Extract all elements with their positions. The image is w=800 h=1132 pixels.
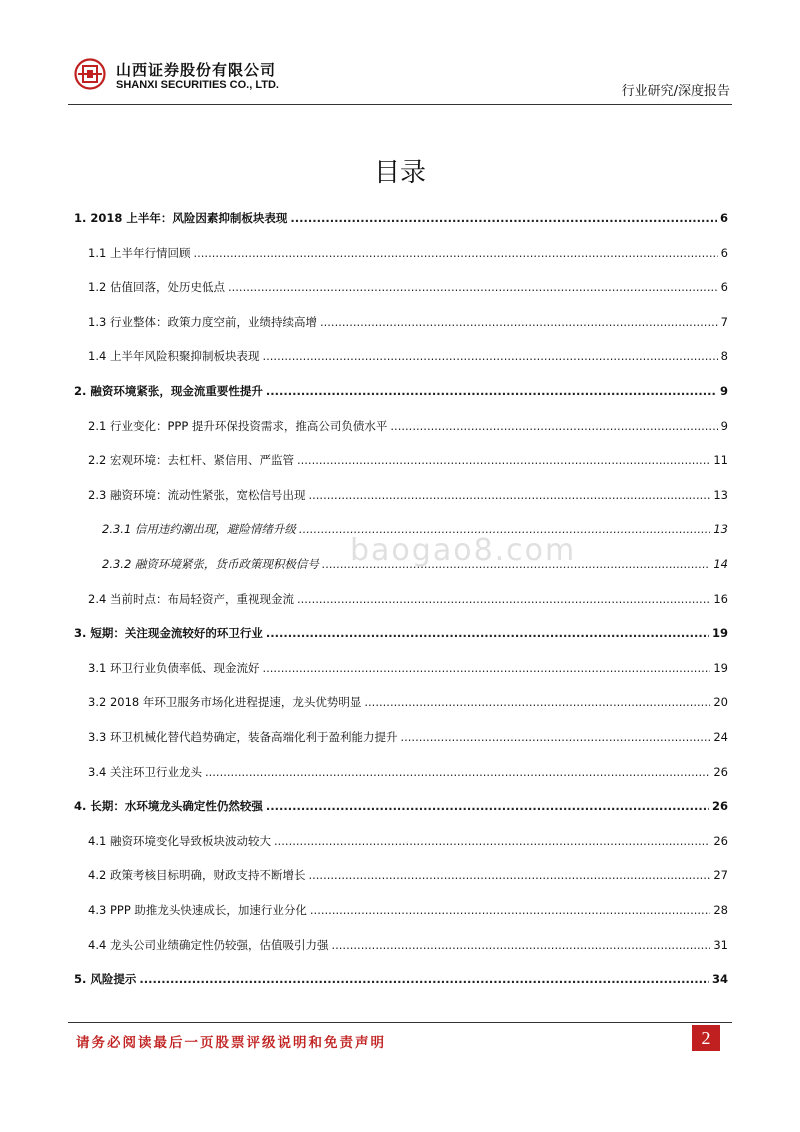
toc-entry-page: 19 [713, 660, 728, 675]
toc-leader-dots [266, 626, 709, 640]
toc-entry[interactable] [74, 902, 728, 918]
toc-leader-dots [297, 592, 710, 606]
toc-entry-page: 13 [713, 522, 728, 537]
toc-entry-page: 16 [713, 591, 728, 606]
toc-entry[interactable] [74, 521, 728, 537]
toc-entry-page: 13 [713, 487, 728, 502]
toc-entry[interactable] [74, 764, 728, 780]
toc-entry-title: 5. 风险提示 [74, 972, 137, 987]
toc-leader-dots [228, 280, 718, 294]
toc-leader-dots [205, 765, 710, 779]
toc-entry-page: 6 [720, 280, 728, 295]
toc-leader-dots [308, 488, 710, 502]
toc-entry-title: 4.4 龙头公司业绩确定性仍较强，估值吸引力强 [88, 937, 329, 952]
toc-entry[interactable] [74, 383, 728, 399]
toc-entry-title: 1.3 行业整体：政策力度空前，业绩持续高增 [88, 314, 317, 329]
toc-entry-page: 8 [720, 349, 728, 364]
toc-entry[interactable] [74, 591, 728, 607]
toc-entry-page: 19 [711, 626, 728, 641]
toc-entry[interactable] [74, 833, 728, 849]
toc-entry[interactable] [74, 798, 728, 814]
toc-entry-title: 1. 2018 上半年：风险因素抑制板块表现 [74, 211, 288, 225]
toc-leader-dots [193, 246, 717, 260]
report-type: 行业研究/深度报告 [621, 84, 730, 99]
toc-title: 目录 [373, 158, 426, 188]
toc-entry-title: 1.4 上半年风险积聚抑制板块表现 [88, 349, 260, 364]
toc-leader-dots [320, 315, 718, 329]
toc-entry[interactable] [74, 418, 728, 434]
toc-entry-page: 11 [713, 453, 728, 468]
toc-leader-dots [274, 834, 710, 848]
toc-entry[interactable] [74, 279, 728, 295]
toc-leader-dots [308, 868, 710, 882]
toc-entry[interactable] [74, 348, 728, 364]
toc-entry-page: 26 [711, 799, 728, 814]
disclaimer-text: 请务必阅读最后一页股票评级说明和免责声明 [76, 1035, 386, 1051]
toc-entry-title: 3. 短期：关注现金流较好的环卫行业 [74, 626, 263, 641]
company-name-en: SHANXI SECURITIES CO., LTD. [116, 79, 279, 91]
toc-entry-title: 4.1 融资环境变化导致板块波动较大 [88, 833, 271, 848]
toc-entry-page: 9 [720, 418, 728, 433]
toc-entry[interactable] [74, 487, 728, 503]
toc-entry-title: 2.4 当前时点：布局轻资产，重视现金流 [88, 591, 294, 606]
toc-entry-page: 14 [713, 557, 728, 571]
toc-entry[interactable] [74, 314, 728, 330]
toc-entry[interactable] [74, 210, 728, 226]
toc-entry[interactable] [74, 729, 728, 745]
toc-entry-title: 2.2 宏观环境：去杠杆、紧信用、严监管 [88, 453, 294, 468]
toc-entry[interactable] [74, 694, 728, 710]
toc-entry-title: 3.1 环卫行业负债率低、现金流好 [88, 660, 260, 675]
watermark: baogao8.com [350, 533, 577, 568]
toc-entry-title: 3.4 关注环卫行业龙头 [88, 764, 202, 779]
toc-entry-page: 9 [719, 384, 728, 398]
toc-leader-dots [262, 661, 710, 675]
toc-entry-page: 27 [713, 868, 728, 883]
toc-leader-dots [290, 211, 717, 225]
toc-entry-title: 4.3 PPP 助推龙头快速成长，加速行业分化 [88, 903, 307, 917]
page-header [68, 52, 732, 104]
toc-entry[interactable] [74, 971, 728, 987]
toc-entry-page: 7 [720, 314, 728, 329]
toc-leader-dots [310, 903, 710, 917]
toc-leader-dots [322, 557, 710, 571]
header-divider [68, 104, 732, 105]
toc-entry-title: 2.3.2 融资环境紧张，货币政策现积极信号 [102, 557, 319, 571]
toc-entry-title: 2.3.1 信用违约潮出现，避险情绪升级 [102, 522, 296, 537]
toc-leader-dots [400, 730, 710, 744]
toc-entry-page: 28 [713, 903, 728, 917]
toc-entry-title: 3.2 2018 年环卫服务市场化进程提速，龙头优势明显 [88, 695, 362, 710]
footer-divider [68, 1022, 732, 1023]
toc-entry[interactable] [74, 452, 728, 468]
toc-leader-dots [390, 419, 717, 433]
toc-leader-dots [262, 349, 717, 363]
company-logo-icon [74, 58, 106, 90]
toc-entry-title: 2.3 融资环境：流动性紧张，宽松信号出现 [88, 487, 306, 502]
page-number: 2 [692, 1025, 720, 1051]
toc-entry-page: 34 [711, 972, 728, 987]
company-name-cn: 山西证券股份有限公司 [116, 61, 277, 79]
toc-leader-dots [139, 972, 709, 986]
toc-entry-title: 4. 长期：水环境龙头确定性仍然较强 [74, 799, 263, 814]
toc-entry-title: 2. 融资环境紧张，现金流重要性提升 [74, 384, 263, 398]
toc-leader-dots [266, 799, 709, 813]
toc-entry-page: 26 [713, 764, 728, 779]
toc-entry-title: 4.2 政策考核目标明确，财政支持不断增长 [88, 868, 306, 883]
toc-entry-title: 2.1 行业变化：PPP 提升环保投资需求，推高公司负债水平 [88, 418, 388, 433]
toc-entry[interactable] [74, 867, 728, 883]
toc-entry[interactable] [74, 556, 728, 572]
toc-entry-page: 6 [719, 211, 728, 225]
toc-entry-title: 3.3 环卫机械化替代趋势确定，装备高端化利于盈利能力提升 [88, 730, 398, 744]
toc-entry-title: 1.2 估值回落，处历史低点 [88, 280, 225, 295]
toc-entry[interactable] [74, 625, 728, 641]
toc-entry[interactable] [74, 245, 728, 261]
toc-leader-dots [297, 453, 710, 467]
toc-entry-page: 20 [713, 695, 728, 710]
toc-entry-page: 6 [720, 245, 728, 260]
toc-entry-page: 24 [713, 730, 728, 744]
toc-entry-page: 31 [713, 937, 728, 952]
toc-entry[interactable] [74, 937, 728, 953]
toc-leader-dots [299, 522, 710, 536]
toc-entry-title: 1.1 上半年行情回顾 [88, 245, 191, 260]
toc-leader-dots [331, 938, 710, 952]
toc-entry-page: 26 [713, 833, 728, 848]
toc-leader-dots [266, 384, 717, 398]
toc-entry[interactable] [74, 660, 728, 676]
toc-leader-dots [364, 695, 710, 709]
